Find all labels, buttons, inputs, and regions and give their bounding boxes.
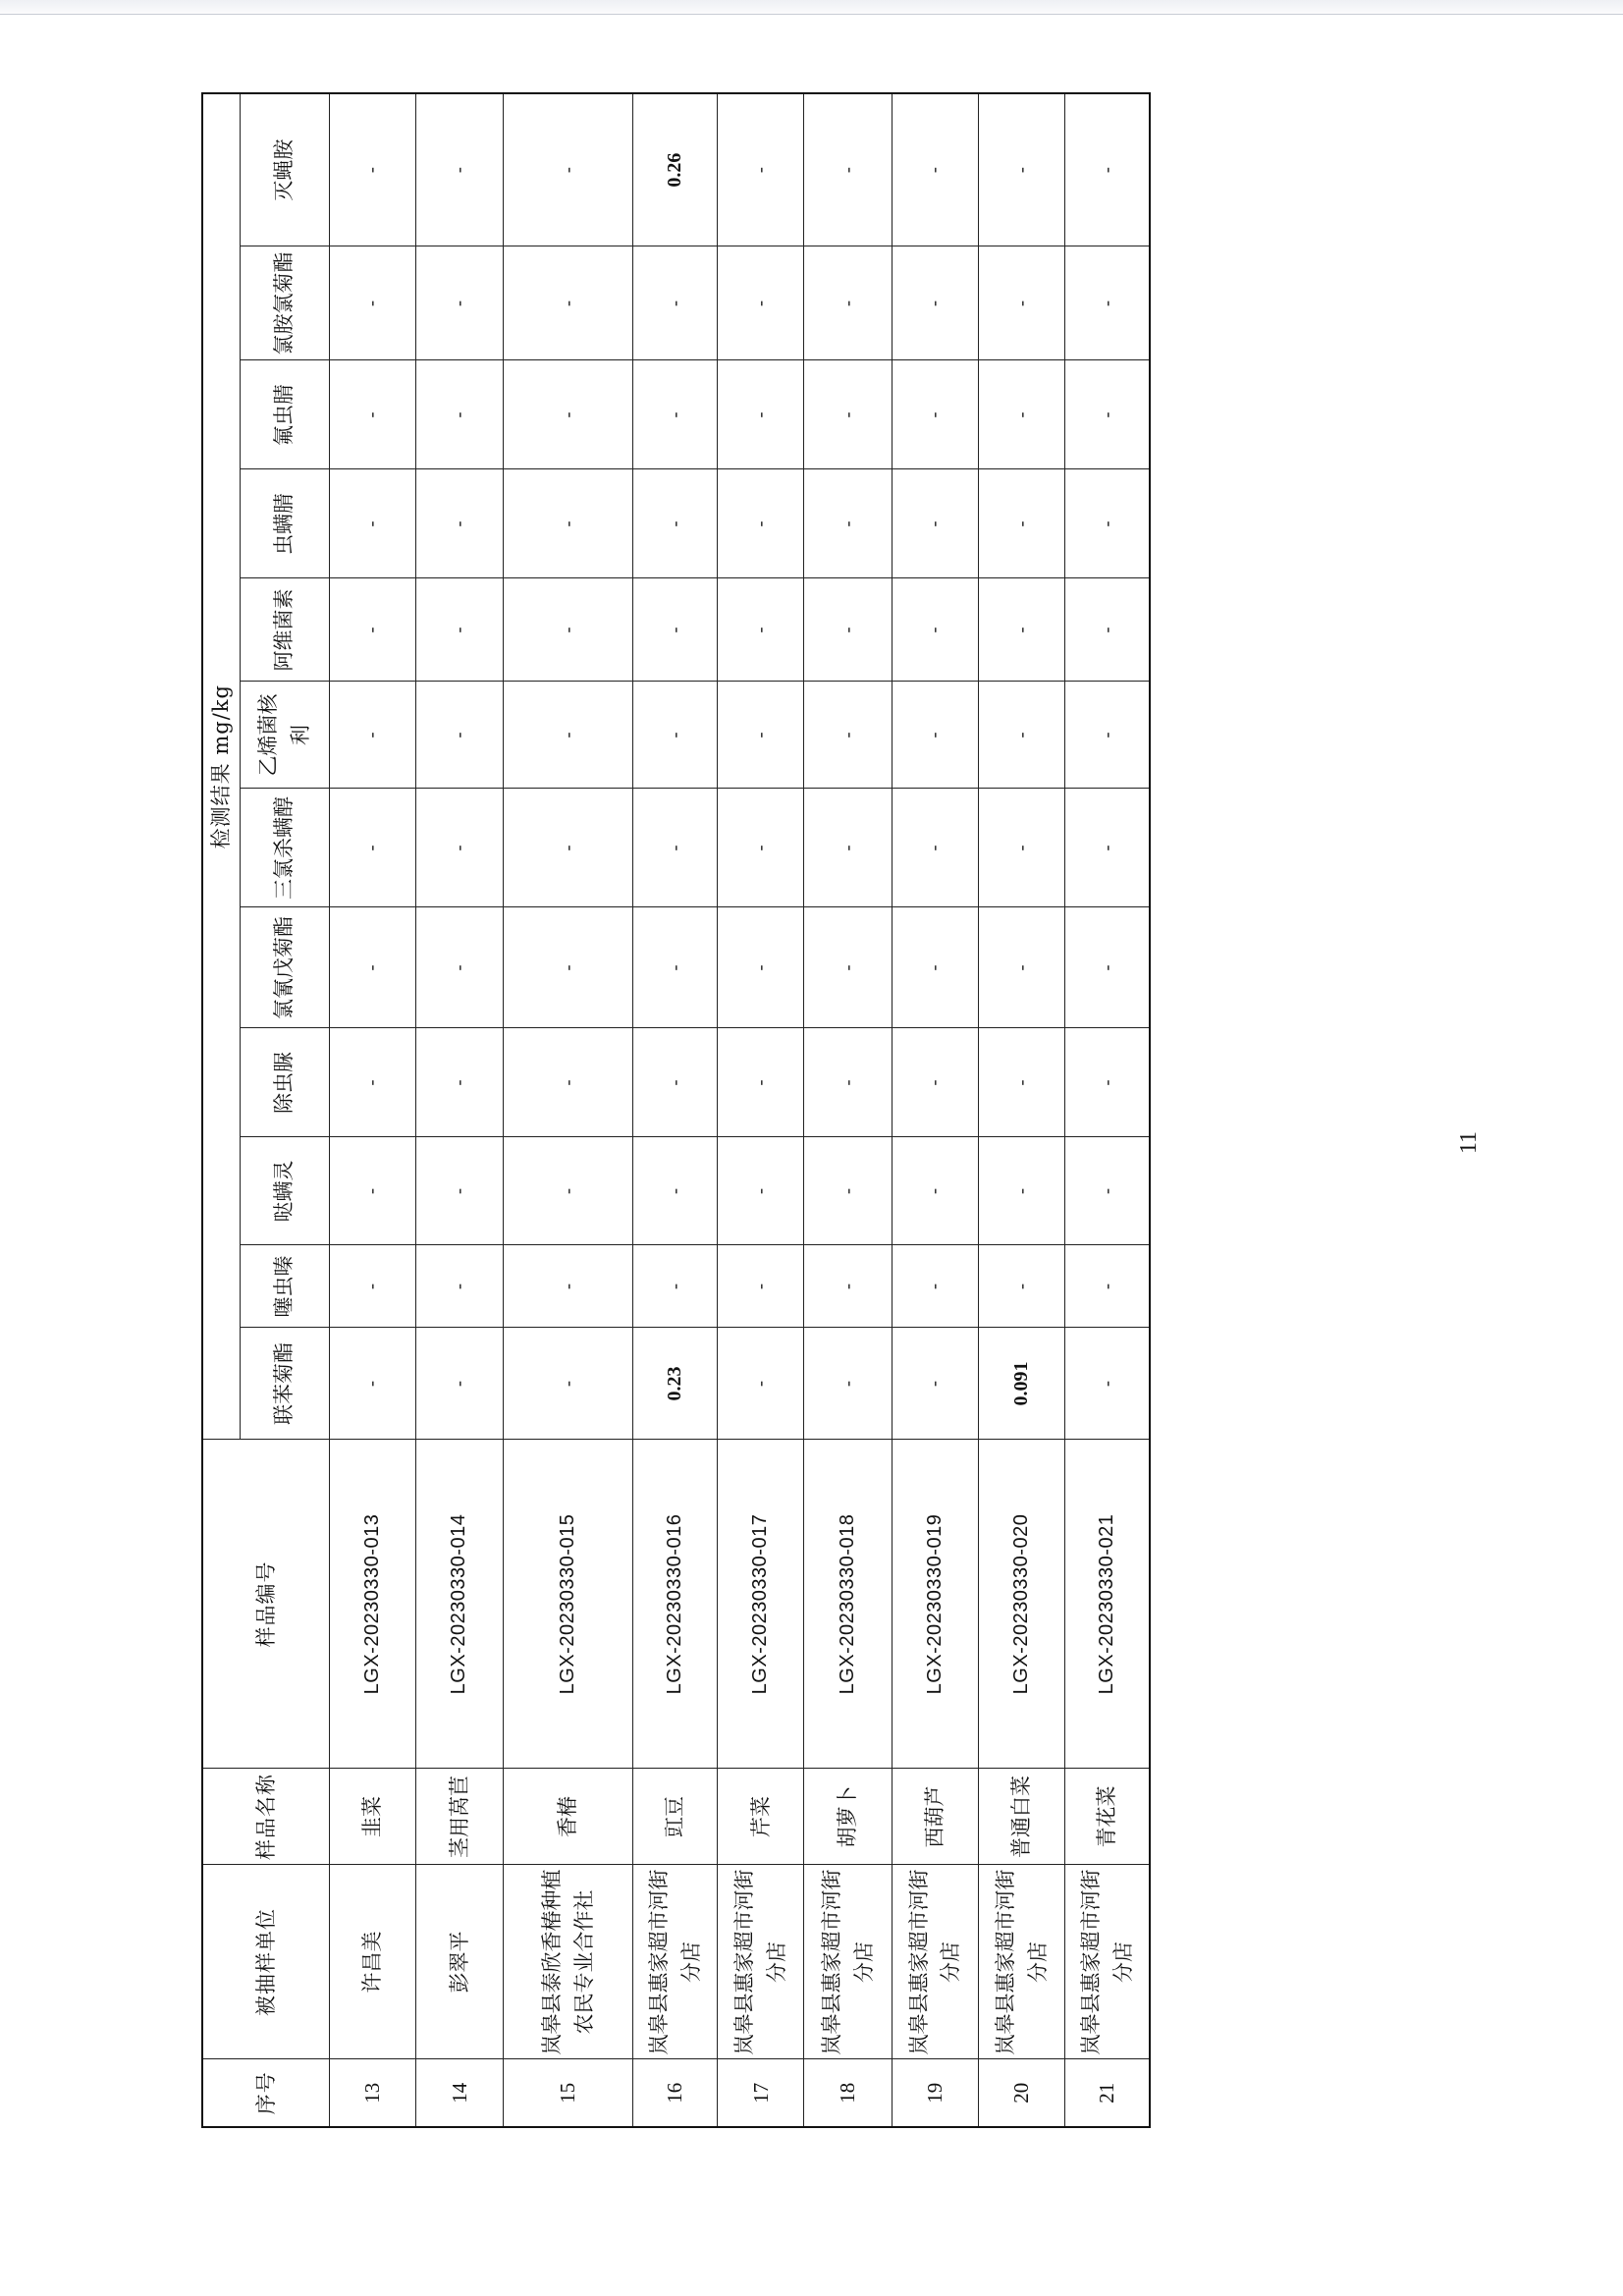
cell-result: - bbox=[415, 360, 503, 469]
cell-sample-name: 胡萝卜 bbox=[804, 1769, 892, 1865]
cell-unit: 彭翠平 bbox=[415, 1865, 503, 2059]
cell-result: - bbox=[329, 1028, 415, 1137]
table-row bbox=[804, 93, 892, 2127]
cell-result: - bbox=[978, 789, 1064, 907]
cell-result: - bbox=[329, 578, 415, 682]
cell-sample-code: LGX-20230330-013 bbox=[329, 1440, 415, 1769]
cell-result: - bbox=[718, 246, 804, 360]
cell-result: - bbox=[415, 1245, 503, 1328]
cell-result: - bbox=[1065, 1028, 1150, 1137]
header-analyte: 氯胺氯菊酯 bbox=[240, 246, 329, 360]
table-body bbox=[329, 93, 1150, 2127]
header-analyte: 虫螨腈 bbox=[240, 469, 329, 578]
header-analyte: 阿维菌素 bbox=[240, 578, 329, 682]
cell-result: - bbox=[1065, 360, 1150, 469]
cell-result: - bbox=[718, 682, 804, 789]
cell-result: - bbox=[329, 1245, 415, 1328]
cell-result: - bbox=[632, 469, 717, 578]
cell-sample-code: LGX-20230330-018 bbox=[804, 1440, 892, 1769]
table-row bbox=[632, 93, 717, 2127]
header-analyte: 除虫脲 bbox=[240, 1028, 329, 1137]
cell-result: - bbox=[504, 469, 633, 578]
cell-result: - bbox=[415, 907, 503, 1028]
cell-seq: 20 bbox=[978, 2059, 1064, 2127]
cell-result: - bbox=[804, 789, 892, 907]
cell-result: - bbox=[892, 469, 978, 578]
cell-result: - bbox=[804, 1328, 892, 1440]
cell-result: - bbox=[632, 789, 717, 907]
cell-sample-code: LGX-20230330-014 bbox=[415, 1440, 503, 1769]
cell-result: - bbox=[415, 246, 503, 360]
cell-result: - bbox=[892, 1137, 978, 1245]
cell-unit: 岚皋县惠家超市河街分店 bbox=[1065, 1865, 1150, 2059]
cell-sample-code: LGX-20230330-016 bbox=[632, 1440, 717, 1769]
cell-result: - bbox=[415, 469, 503, 578]
cell-result: - bbox=[1065, 907, 1150, 1028]
cell-result: - bbox=[632, 1028, 717, 1137]
cell-result: - bbox=[978, 1137, 1064, 1245]
cell-result: - bbox=[329, 246, 415, 360]
cell-result: - bbox=[1065, 469, 1150, 578]
cell-result: - bbox=[892, 1245, 978, 1328]
header-analyte: 氟虫腈 bbox=[240, 360, 329, 469]
header-analyte: 灭蝇胺 bbox=[240, 93, 329, 246]
cell-result: - bbox=[1065, 1245, 1150, 1328]
cell-result: - bbox=[718, 1137, 804, 1245]
cell-result: - bbox=[329, 1328, 415, 1440]
table-row bbox=[718, 93, 804, 2127]
cell-unit: 岚皋县惠家超市河街分店 bbox=[978, 1865, 1064, 2059]
table-row bbox=[329, 93, 415, 2127]
cell-result: - bbox=[892, 789, 978, 907]
cell-result: - bbox=[978, 93, 1064, 246]
cell-result: - bbox=[718, 1028, 804, 1137]
cell-unit: 岚皋县惠家超市河街分店 bbox=[892, 1865, 978, 2059]
page-number: 11 bbox=[1456, 1130, 1483, 1155]
cell-result: - bbox=[718, 789, 804, 907]
cell-result: - bbox=[1065, 1328, 1150, 1440]
cell-result: - bbox=[504, 1328, 633, 1440]
cell-result: 0.23 bbox=[632, 1328, 717, 1440]
cell-result: - bbox=[504, 93, 633, 246]
table-row bbox=[415, 93, 503, 2127]
cell-result: - bbox=[978, 682, 1064, 789]
cell-sample-name: 西葫芦 bbox=[892, 1769, 978, 1865]
cell-result: 0.091 bbox=[978, 1328, 1064, 1440]
header-analyte: 哒螨灵 bbox=[240, 1137, 329, 1245]
cell-sample-name: 韭菜 bbox=[329, 1769, 415, 1865]
table-row bbox=[978, 93, 1064, 2127]
cell-result: - bbox=[804, 578, 892, 682]
cell-result: - bbox=[329, 360, 415, 469]
cell-result: - bbox=[718, 578, 804, 682]
cell-result: - bbox=[329, 1137, 415, 1245]
header-seq: 序号 bbox=[202, 2059, 329, 2127]
cell-seq: 19 bbox=[892, 2059, 978, 2127]
cell-result: - bbox=[415, 1028, 503, 1137]
header-unit: 被抽样单位 bbox=[202, 1865, 329, 2059]
cell-result: - bbox=[504, 360, 633, 469]
cell-result: - bbox=[504, 682, 633, 789]
cell-result: - bbox=[978, 578, 1064, 682]
cell-result: - bbox=[804, 1137, 892, 1245]
cell-result: - bbox=[632, 246, 717, 360]
cell-result: - bbox=[718, 360, 804, 469]
cell-seq: 15 bbox=[504, 2059, 633, 2127]
cell-sample-name: 香椿 bbox=[504, 1769, 633, 1865]
cell-result: - bbox=[892, 907, 978, 1028]
cell-result: - bbox=[718, 1328, 804, 1440]
cell-result: - bbox=[504, 907, 633, 1028]
cell-result: - bbox=[632, 360, 717, 469]
cell-sample-code: LGX-20230330-017 bbox=[718, 1440, 804, 1769]
cell-result: - bbox=[329, 907, 415, 1028]
cell-result: - bbox=[415, 1328, 503, 1440]
header-row-1 bbox=[202, 93, 240, 2127]
cell-result: - bbox=[504, 1028, 633, 1137]
cell-sample-name: 芹菜 bbox=[718, 1769, 804, 1865]
table-row bbox=[504, 93, 633, 2127]
cell-result: - bbox=[504, 1245, 633, 1328]
cell-unit: 许昌美 bbox=[329, 1865, 415, 2059]
cell-result: - bbox=[504, 246, 633, 360]
cell-seq: 14 bbox=[415, 2059, 503, 2127]
cell-result: - bbox=[804, 93, 892, 246]
cell-sample-code: LGX-20230330-021 bbox=[1065, 1440, 1150, 1769]
cell-result: - bbox=[978, 1028, 1064, 1137]
cell-sample-name: 茎用莴苣 bbox=[415, 1769, 503, 1865]
header-sample-code: 样品编号 bbox=[202, 1440, 329, 1769]
cell-sample-code: LGX-20230330-015 bbox=[504, 1440, 633, 1769]
cell-result: - bbox=[1065, 578, 1150, 682]
cell-seq: 16 bbox=[632, 2059, 717, 2127]
header-analyte: 氯氰戊菊酯 bbox=[240, 907, 329, 1028]
header-results-group: 检测结果 mg/kg bbox=[202, 93, 240, 1440]
cell-result: - bbox=[978, 1245, 1064, 1328]
cell-seq: 18 bbox=[804, 2059, 892, 2127]
cell-result: - bbox=[329, 469, 415, 578]
cell-sample-code: LGX-20230330-020 bbox=[978, 1440, 1064, 1769]
cell-seq: 17 bbox=[718, 2059, 804, 2127]
page-top-edge bbox=[0, 0, 1623, 15]
cell-sample-name: 普通白菜 bbox=[978, 1769, 1064, 1865]
cell-result: - bbox=[892, 246, 978, 360]
cell-result: - bbox=[804, 682, 892, 789]
cell-result: - bbox=[504, 789, 633, 907]
cell-result: - bbox=[632, 1245, 717, 1328]
cell-result: - bbox=[718, 93, 804, 246]
cell-result: - bbox=[1065, 93, 1150, 246]
cell-result: - bbox=[632, 1137, 717, 1245]
header-analyte: 噻虫嗪 bbox=[240, 1245, 329, 1328]
cell-result: - bbox=[415, 93, 503, 246]
cell-result: - bbox=[1065, 682, 1150, 789]
cell-result: - bbox=[718, 1245, 804, 1328]
cell-result: - bbox=[632, 578, 717, 682]
cell-result: - bbox=[504, 1137, 633, 1245]
cell-unit: 岚皋县惠家超市河街分店 bbox=[632, 1865, 717, 2059]
cell-result: - bbox=[632, 907, 717, 1028]
cell-sample-name: 青花菜 bbox=[1065, 1769, 1150, 1865]
cell-unit: 岚皋县惠家超市河街分店 bbox=[718, 1865, 804, 2059]
cell-result: - bbox=[1065, 1137, 1150, 1245]
table-row bbox=[892, 93, 978, 2127]
cell-result: - bbox=[718, 907, 804, 1028]
cell-result: - bbox=[892, 1328, 978, 1440]
cell-result: - bbox=[1065, 789, 1150, 907]
cell-sample-code: LGX-20230330-019 bbox=[892, 1440, 978, 1769]
cell-result: 0.26 bbox=[632, 93, 717, 246]
cell-result: - bbox=[329, 93, 415, 246]
cell-result: - bbox=[978, 469, 1064, 578]
cell-result: - bbox=[415, 1137, 503, 1245]
cell-result: - bbox=[804, 360, 892, 469]
cell-result: - bbox=[804, 469, 892, 578]
header-analyte: 乙烯菌核利 bbox=[240, 682, 329, 789]
cell-unit: 岚皋县惠家超市河街分店 bbox=[804, 1865, 892, 2059]
cell-result: - bbox=[978, 907, 1064, 1028]
cell-result: - bbox=[804, 1028, 892, 1137]
table-row bbox=[1065, 93, 1150, 2127]
cell-result: - bbox=[892, 360, 978, 469]
cell-result: - bbox=[1065, 246, 1150, 360]
cell-seq: 13 bbox=[329, 2059, 415, 2127]
cell-result: - bbox=[415, 682, 503, 789]
cell-result: - bbox=[329, 789, 415, 907]
cell-result: - bbox=[978, 246, 1064, 360]
cell-result: - bbox=[892, 578, 978, 682]
cell-result: - bbox=[892, 93, 978, 246]
cell-result: - bbox=[329, 682, 415, 789]
results-table bbox=[201, 92, 1151, 2128]
cell-result: - bbox=[415, 578, 503, 682]
cell-unit: 岚皋县泰欣香椿种植农民专业合作社 bbox=[504, 1865, 633, 2059]
cell-result: - bbox=[718, 469, 804, 578]
cell-result: - bbox=[804, 907, 892, 1028]
results-table-container bbox=[201, 138, 1151, 2128]
cell-result: - bbox=[978, 360, 1064, 469]
cell-seq: 21 bbox=[1065, 2059, 1150, 2127]
cell-result: - bbox=[415, 789, 503, 907]
cell-result: - bbox=[504, 578, 633, 682]
cell-result: - bbox=[804, 246, 892, 360]
cell-sample-name: 豇豆 bbox=[632, 1769, 717, 1865]
header-sample-name: 样品名称 bbox=[202, 1769, 329, 1865]
cell-result: - bbox=[632, 682, 717, 789]
cell-result: - bbox=[892, 682, 978, 789]
header-analyte: 三氯杀螨醇 bbox=[240, 789, 329, 907]
header-analyte: 联苯菊酯 bbox=[240, 1328, 329, 1440]
cell-result: - bbox=[892, 1028, 978, 1137]
cell-result: - bbox=[804, 1245, 892, 1328]
